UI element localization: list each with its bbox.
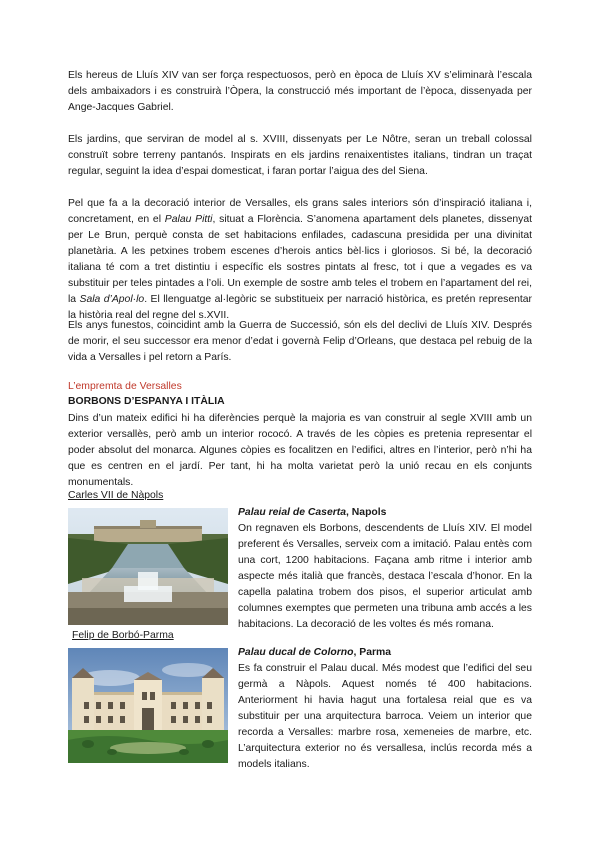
text-run: Pel que fa a la decoració interior de Versalles, els grans sales interiors són d’inspiració italiana i, concretament, en el: [68, 198, 532, 225]
paragraph-successors: [68, 68, 532, 116]
paragraph-decline: [68, 318, 532, 366]
paragraph-text: Dins d’un mateix edifici hi ha diferències perquè la majoria es van construir al segle XVIII amb un exterior versallès, però amb un interior rococó. A través de les còpies es pretenia representar el poder absolut del monarca. Algunes còpies es focalitzen en l’edifici, altres en l’interior, però n’hi ha que es centren en el jardí. Per tant, hi ha molta varietat però la unió recau en els conjunts monumentals.: [68, 413, 532, 488]
paragraph-interior-decoration: [68, 196, 532, 324]
caserta-description: [238, 505, 532, 633]
palace-text: Es fa construir el Palau ducal. Més modest que l’edifici del seu germà a Nàpols. Aquest només té 400 habitacions. Anteriorment hi havia hagut una fortalesa reial que es va substituir per una arquitectura barroca. Veiem un interior que recorda a Versalles: marbre rosa, xemeneies de marbre, etc. L’arquitectura exterior no és versallesa, inclús recorda més a models italians.: [238, 663, 532, 770]
section-intro: [68, 411, 532, 491]
paragraph-gardens: [68, 132, 532, 180]
caserta-caption: [238, 505, 532, 521]
colorno-description: [238, 645, 532, 773]
palace-place: , Napols: [346, 507, 387, 518]
caserta-palace-image: [68, 508, 228, 625]
paragraph-text: Els anys funestos, coincidint amb la Guerra de Successió, són els del declivi de Lluís XIV. Després de morir, el seu successor era menor d’edat i governà Felip d’Orleans, que destaca pel rebuig de la vida a Versalles i pel retorn a París.: [68, 320, 532, 363]
text-run: , situat a Florència. S’anomena apartament dels planetes, dissenyat per Le Brun, perquè consta de set habitacions enfilades, cadascuna presidida per una divinitat planetària. A les petxines trobem escenes d’herois antics bèl·lics i gloriosos. Si bé, la decoració italiana té com a tret distintiu i específic els sostres pintats al fresc, tot i que a vegades es va substituir per teles pintades a l’oli. Un exemple de sostre amb teles el trobem en l’apartament del rei, la: [68, 214, 532, 305]
section-title: L’empremta de Versalles: [68, 381, 182, 392]
sala-apollo-term: Sala d’Apol·lo: [79, 294, 145, 305]
monarch-label-felip[interactable]: Felip de Borbó-Parma: [72, 630, 174, 641]
text-run: . El llenguatge al·legòric se substitueix per narració històrica, es pretén representar la història real del regne del s.XVII.: [68, 294, 532, 321]
colorno-palace-photo: [68, 648, 228, 763]
palace-place: , Parma: [353, 647, 392, 658]
palau-pitti-term: Palau Pitti: [164, 214, 213, 225]
paragraph-text: [68, 196, 532, 324]
caserta-palace-photo: [68, 508, 228, 625]
palace-text: On regnaven els Borbons, descendents de Lluís XIV. El model preferent és Versalles, serveix com a imitació. Palau entès com una cort, 1200 habitacions. Façana amb ritme i interior amb aspecte més italià que francès, destaca l’escala d’honor. En la capella palatina trobem dos pisos, el superior articulat amb columnes exemptes que permeten una tribuna amb accés a les habitacions. La decoració de les voltes és més romana.: [238, 523, 532, 630]
paragraph-text: Els hereus de Lluís XIV van ser força respectuosos, però en època de Lluís XV s’eliminarà l’escala dels ambaixadors i es construirà l’Òpera, la construcció més important de l’època, dissenyada per Ange-Jacques Gabriel.: [68, 70, 532, 113]
colorno-caption: [238, 645, 532, 661]
section-subtitle: BORBONS D’ESPANYA I ITÀLIA: [68, 396, 225, 407]
monarch-label-carles[interactable]: Carles VII de Nàpols: [68, 490, 164, 501]
palace-name: Palau ducal de Colorno: [238, 647, 354, 658]
colorno-palace-image: [68, 648, 228, 763]
paragraph-text: Els jardins, que serviran de model al s. XVIII, dissenyats per Le Nôtre, seran un treball colossal construït sobre terreny pantanós. Inspirats en els jardins renaixentistes italians, tindran un traçat regular, seguint la idea d’espai domesticat, i faran portar l’aigua des del Siena.: [68, 134, 532, 177]
palace-name: Palau reial de Caserta: [238, 507, 347, 518]
